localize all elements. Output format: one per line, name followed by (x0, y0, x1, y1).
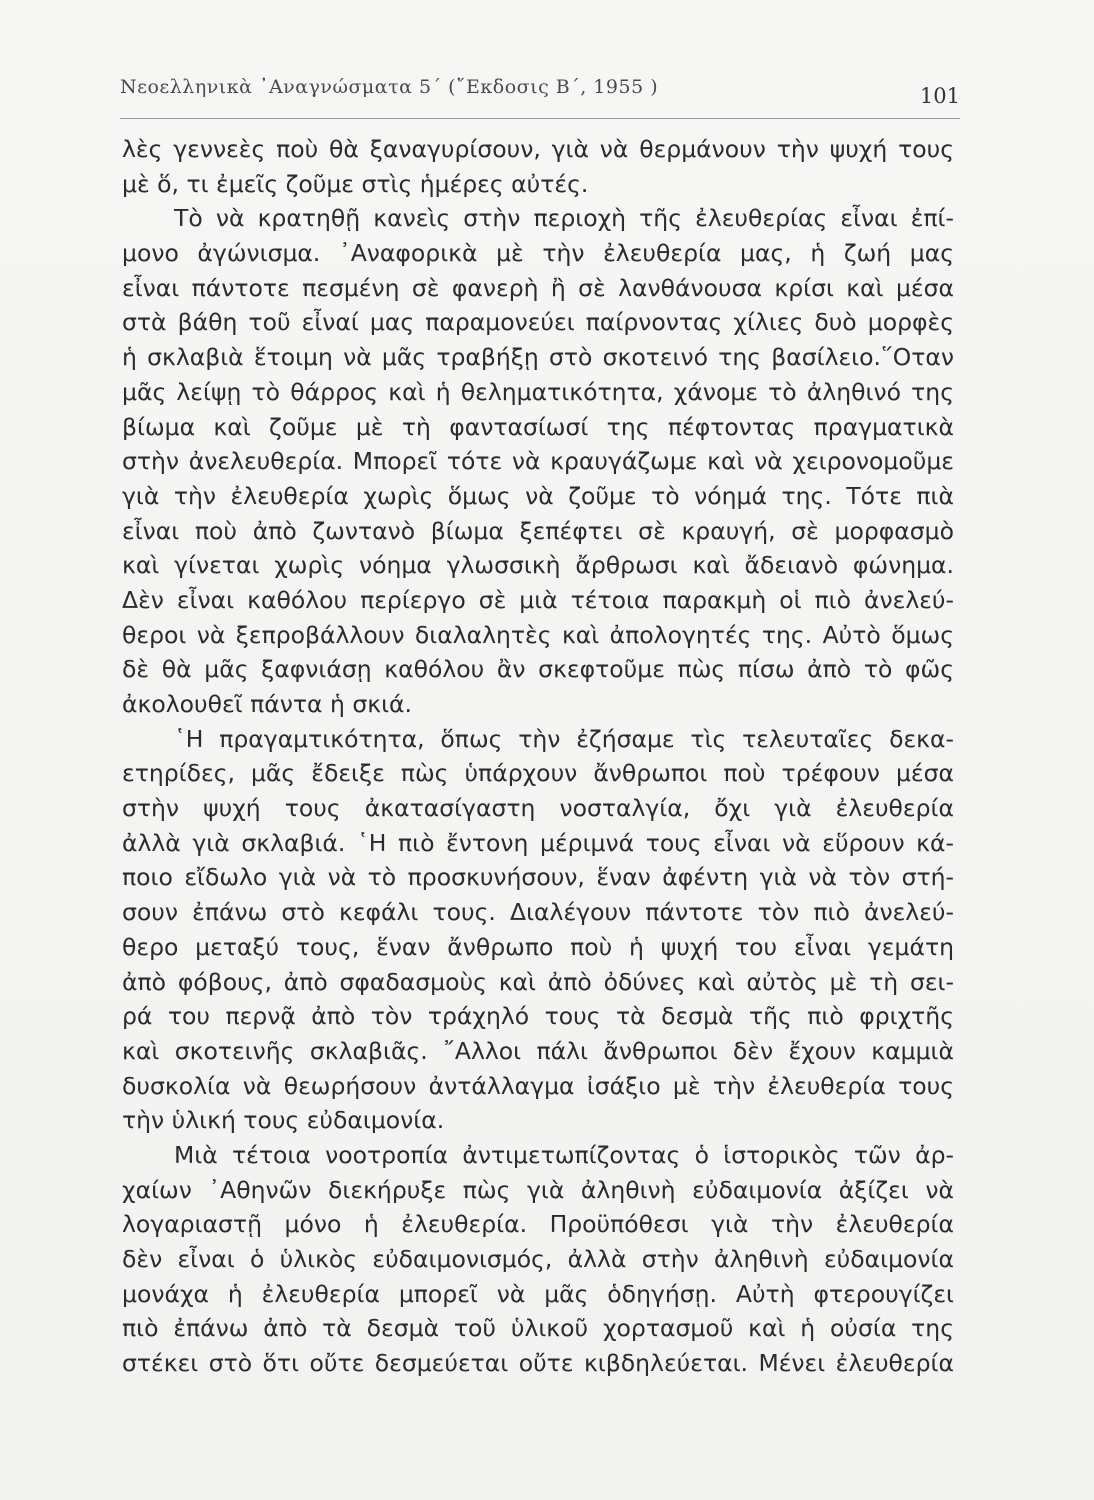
text-line: Τὸ νὰ κρατηθῇ κανεὶς στὴν περιοχὴ τῆς ἐλευθερίας εἶναι ἐπί- (174, 204, 954, 233)
text-line: χαίων ᾿Αθηνῶν διεκήρυξε πὼς γιὰ ἀληθινὴ εὐδαιμονία ἀξίζει νὰ (122, 1175, 954, 1204)
text-line: ἀπὸ φόβους, ἀπὸ σφαδασμοὺς καὶ ἀπὸ ὀδύνες καὶ αὐτὸς μὲ τὴ σει- (122, 967, 954, 996)
text-line: μονάχα ἡ ἐλευθερία μπορεῖ νὰ μᾶς ὁδηγήσῃ. Αὐτὴ φτερουγίζει (122, 1279, 954, 1308)
text-line: καὶ σκοτεινῆς σκλαβιᾶς. ῎Αλλοι πάλι ἄνθρωποι δὲν ἔχουν καμμιὰ (122, 1036, 954, 1065)
text-line: ετηρίδες, μᾶς ἔδειξε πὼς ὑπάρχουν ἄνθρωποι ποὺ τρέφουν μέσα (122, 759, 954, 788)
text-line: γιὰ τὴν ἐλευθερία χωρὶς ὅμως νὰ ζοῦμε τὸ νόημά της. Τότε πιὰ (122, 481, 954, 510)
text-line: μονο ἀγώνισμα. ᾿Αναφορικὰ μὲ τὴν ἐλευθερία μας, ἡ ζωή μας (122, 239, 954, 268)
text-line: λογαριαστῇ μόνο ἡ ἐλευθερία. Προϋπόθεσι γιὰ τὴν ἐλευθερία (122, 1210, 954, 1239)
text-line: εἶναι πάντοτε πεσμένη σὲ φανερὴ ἢ σὲ λανθάνουσα κρίσι καὶ μέσα (122, 273, 954, 302)
text-line: ἀκολουθεῖ πάντα ἡ σκιά. (122, 690, 412, 718)
text-line: Μιὰ τέτοια νοοτροπία ἀντιμετωπίζοντας ὁ ἱστορικὸς τῶν ἀρ- (174, 1140, 954, 1169)
text-line: θερο μεταξύ τους, ἕναν ἄνθρωπο ποὺ ἡ ψυχή του εἶναι γεμάτη (122, 932, 954, 961)
text-line: καὶ γίνεται χωρὶς νόημα γλωσσικὴ ἄρθρωσι καὶ ἄδειανὸ φώνημα. (122, 551, 954, 580)
text-line: μᾶς λείψῃ τὸ θάρρος καὶ ἡ θεληματικότητα, χάνομε τὸ ἀληθινό της (122, 377, 954, 406)
text-line: ἡ σκλαβιὰ ἕτοιμη νὰ μᾶς τραβήξῃ στὸ σκοτεινό της βασίλειο.῞Οταν (122, 343, 954, 372)
text-line: λὲς γεννεὲς ποὺ θὰ ξαναγυρίσουν, γιὰ νὰ θερμάνουν τὴν ψυχή τους (122, 135, 954, 163)
body-text (122, 132, 954, 1381)
text-line: ἀλλὰ γιὰ σκλαβιά. ῾Η πιὸ ἔντονη μέριμνά τους εἶναι νὰ εὕρουν κά- (122, 828, 954, 857)
text-line: εἶναι ποὺ ἀπὸ ζωντανὸ βίωμα ξεπέφτει σὲ κραυγή, σὲ μορφασμὸ (122, 516, 954, 545)
text-line: πιὸ ἐπάνω ἀπὸ τὰ δεσμὰ τοῦ ὑλικοῦ χορτασμοῦ καὶ ἡ οὐσία της (122, 1314, 954, 1343)
text-line: ποιο εἴδωλο γιὰ νὰ τὸ προσκυνήσουν, ἕναν ἀφέντη γιὰ νὰ τὸν στή- (122, 863, 954, 892)
text-line: δὲ θὰ μᾶς ξαφνιάσῃ καθόλου ἂν σκεφτοῦμε πὼς πίσω ἀπὸ τὸ φῶς (122, 655, 954, 684)
text-line: βίωμα καὶ ζοῦμε μὲ τὴ φαντασίωσί της πέφτοντας πραγματικὰ (122, 412, 954, 441)
text-line: στὴν ψυχή τους ἀκατασίγαστη νοσταλγία, ὄχι γιὰ ἐλευθερία (122, 794, 954, 823)
text-line: δυσκολία νὰ θεωρήσουν ἀντάλλαγμα ἰσάξιο μὲ τὴν ἐλευθερία τους (122, 1071, 954, 1100)
header-rule (120, 118, 960, 119)
text-line: στέκει στὸ ὅτι οὔτε δεσμεύεται οὔτε κιβδηλεύεται. Μένει ἐλευθερία (122, 1349, 954, 1378)
text-line: ῾Η πραγαμτικότητα, ὅπως τὴν ἐζήσαμε τὶς τελευταῖες δεκα- (174, 724, 954, 753)
text-line: τὴν ὑλική τους εὐδαιμονία. (122, 1106, 445, 1135)
text-line: στὰ βάθη τοῦ εἶναί μας παραμονεύει παίρνοντας χίλιες δυὸ μορφὲς (122, 308, 954, 337)
text-line: θεροι νὰ ξεπροβάλλουν διαλαλητὲς καὶ ἀπολογητές της. Αὐτὸ ὅμως (122, 620, 954, 649)
text-line: μὲ ὅ, τι ἐμεῖς ζοῦμε στὶς ἡμέρες αὐτές. (122, 169, 589, 198)
text-line: ρά του περνᾷ ἀπὸ τὸν τράχηλό τους τὰ δεσμὰ τῆς πιὸ φριχτῆς (122, 1002, 954, 1031)
running-title: Νεοελληνικὰ ᾿Αναγνώσματα 5΄ (῎Εκδοσις Β΄, 1955 ) (120, 76, 659, 98)
text-line: σουν ἐπάνω στὸ κεφάλι τους. Διαλέγουν πάντοτε τὸν πιὸ ἀνελεύ- (122, 898, 954, 927)
page-number: 101 (919, 84, 960, 108)
text-line: δὲν εἶναι ὁ ὑλικὸς εὐδαιμονισμός, ἀλλὰ στὴν ἀληθινὴ εὐδαιμονία (122, 1245, 954, 1273)
running-header (120, 70, 960, 110)
text-line: Δὲν εἶναι καθόλου περίεργο σὲ μιὰ τέτοια παρακμὴ οἱ πιὸ ἀνελεύ- (122, 585, 954, 614)
text-line: στὴν ἀνελευθερία. Μπορεῖ τότε νὰ κραυγάζωμε καὶ νὰ χειρονομοῦμε (122, 447, 954, 476)
